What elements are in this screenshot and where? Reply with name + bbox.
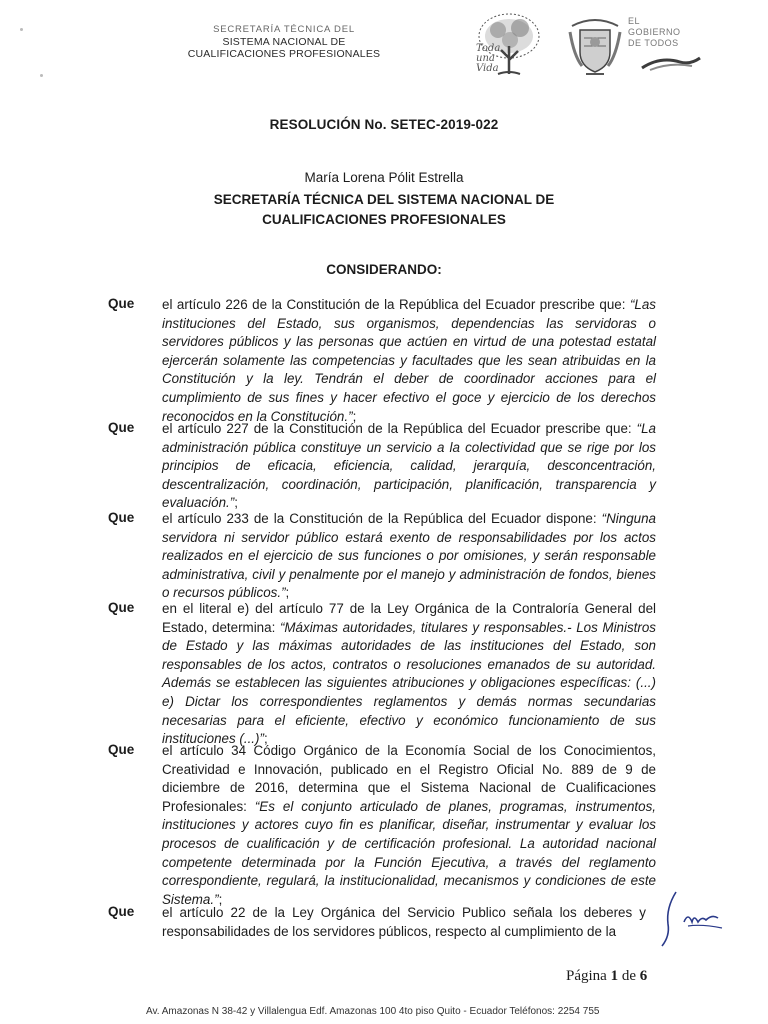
swoosh-icon (640, 52, 702, 72)
clause-tail: ; (218, 891, 223, 907)
signer-name: María Lorena Pólit Estrella (304, 170, 464, 185)
tree-logo-caption-line-2: una Vida (476, 53, 499, 74)
clause-quote: “Las instituciones del Estado, sus organismos, dependencias las servidoras o servidores públicos y las personas que actúen en virtud de una potestad estatal ejercerán solamente las competencias y facultades que les sean atribuidas en la Constitución y la ley. Tendrán el deber de coordinador acciones para el cumplimiento de sus fines y hacer efectivo el goce y ejercicio de los derechos reconocidos en la Constitución.” (162, 297, 656, 424)
org-header (186, 24, 382, 60)
page-word: Página (566, 968, 607, 984)
clause-intro: el artículo 226 de la Constitución de la República del Ecuador prescribe que: (162, 297, 630, 312)
org-header-line-1: SECRETARÍA TÉCNICA DEL (213, 24, 355, 35)
footer-address: Av. Amazonas N 38-42 y Villalengua Edf. Amazonas 100 4to piso Quito - Ecuador Teléfonos: 2254 755 (146, 1006, 600, 1017)
clause-label: Que (108, 296, 135, 311)
considerando-heading: CONSIDERANDO: (326, 262, 442, 277)
clause-text (162, 510, 656, 603)
tree-logo-caption-line-1: Toda (476, 43, 501, 54)
clause-text (162, 420, 656, 513)
coat-of-arms-icon (566, 12, 624, 78)
clause-label: Que (108, 904, 135, 919)
issuing-organization-line-1: SECRETARÍA TÉCNICA DEL SISTEMA NACIONAL DE (213, 192, 555, 207)
page-number (566, 968, 647, 985)
page-total: 6 (639, 968, 648, 984)
clause-quote: “La administración pública constituye un servicio a la colectividad que se rige por los principios de eficacia, eficiencia, calidad, jerarquía, desconcentración, descentralización, coordinación, participación, planificación, transparencia y evaluación.” (162, 421, 656, 511)
government-logo-text (628, 16, 698, 49)
org-header-line-3: CUALIFICACIONES PROFESIONALES (187, 48, 381, 60)
resolution-title: RESOLUCIÓN No. SETEC-2019-022 (269, 117, 499, 132)
clause-label: Que (108, 420, 135, 435)
clause-intro: el artículo 227 de la Constitución de la República del Ecuador prescribe que: (162, 421, 637, 436)
page-of: de (621, 968, 636, 984)
clause-quote: “Es el conjunto articulado de planes, programas, instrumentos, instituciones y actores cuyo fin es planificar, diseñar, instrumentar y evaluar los procesos de cualificación y de certificación profesional. La autoridad nacional competente determinada por la Función Ejecutiva, a través del reglamento correspondiente, regulará, la institucionalidad, mecanismos y condiciones de este Sistema.” (162, 798, 656, 907)
government-logo-line-2: GOBIERNO (628, 27, 681, 37)
clause-quote: “Ninguna servidora ni servidor público estará exento de responsabilidades por los actos realizados en el ejercicio de sus funciones o por omisiones, y serán responsable administrativa, civil y penalmente por el manejo y administración de fondos, bienes o recursos públicos.” (162, 511, 656, 601)
clause-tail: ; (285, 585, 290, 601)
issuing-organization (0, 190, 768, 230)
clause-label: Que (108, 600, 135, 615)
issuing-organization-line-2: CUALIFICACIONES PROFESIONALES (262, 212, 506, 227)
clause-text (162, 600, 656, 749)
scan-speck (20, 28, 23, 31)
clause-tail: ; (234, 495, 238, 511)
clause-label: Que (108, 742, 135, 757)
clause-text (162, 904, 646, 941)
scan-speck (40, 74, 43, 77)
clause-text (162, 296, 656, 426)
clause-intro: el artículo 22 de la Ley Orgánica del Servicio Publico señala los deberes y responsabilidades de los servidores públicos, respecto al cumplimiento de la (162, 905, 646, 939)
org-header-line-2: SISTEMA NACIONAL DE (222, 36, 346, 48)
clause-tail: ; (352, 408, 357, 424)
page-current: 1 (610, 968, 619, 984)
clause-label: Que (108, 510, 135, 525)
clause-intro: el artículo 34 Código Orgánico de la Economía Social de los Conocimientos, Creatividad e Innovación, publicado en el Registro Oficial No. 889 de 9 de diciembre de 2016, determina que el Sistema Nacional de Cualificaciones Profesionales: (162, 743, 656, 814)
government-logo-line-3: DE TODOS (628, 38, 679, 48)
clause-quote: “Máximas autoridades, titulares y responsables.- Los Ministros de Estado y las máximas autoridades de las instituciones del Estado, son responsables de los actos, contratos o resoluciones emanados de su autoridad. Además se establecen las siguientes atribuciones y obligaciones específicas: (...) e) Dictar los correspondientes reglamentos y demás normas secundarias necesarias para el eficiente, efectivo y económico funcionamiento de sus instituciones (...)” (162, 619, 656, 747)
tree-logo-caption (476, 44, 516, 74)
clause-text (162, 742, 656, 909)
handwritten-initials-icon (648, 884, 732, 954)
government-logo-line-1: EL (628, 16, 641, 26)
clause-intro: el artículo 233 de la Constitución de la República del Ecuador dispone: (162, 511, 602, 526)
clause-tail: ; (263, 731, 268, 747)
clause-intro: en el literal e) del artículo 77 de la Ley Orgánica de la Contraloría General del Estado, determina: (162, 601, 656, 635)
